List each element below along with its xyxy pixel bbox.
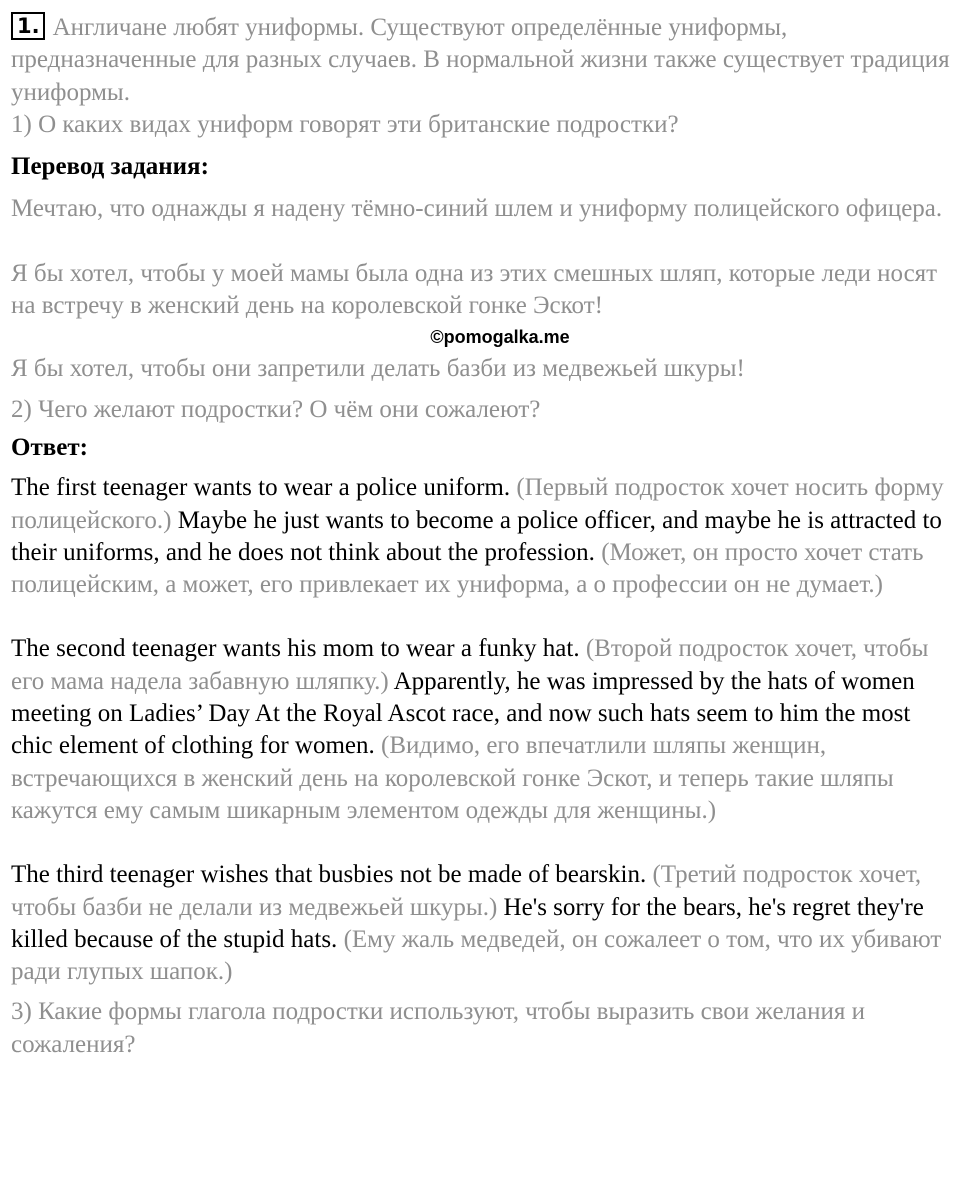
answer-3-english-b: He's sorry for the bears, he's regret they're killed because of the stupid hats. xyxy=(11,893,924,953)
answer-paragraph-1 xyxy=(11,472,953,601)
task-number-badge: 1. xyxy=(11,12,45,40)
answer-2-english-a: The second teenager wants his mom to wear a funky hat. xyxy=(11,635,580,663)
answer-2-russian-b: (Видимо, его впечатлили шляпы женщин, встречающихся в женский день на королевской гонке Эскот, и теперь такие шляпы кажутся ему самым шикарным элементом одежды для женщины.) xyxy=(11,732,894,824)
task-intro xyxy=(11,12,953,109)
answer-1-russian-b: (Может, он просто хочет стать полицейским, а может, его привлекает их униформа, а о профессии он не думает.) xyxy=(11,538,924,599)
answer-1-russian-a: (Первый подросток хочет носить форму полицейского.) xyxy=(11,474,944,534)
exercise-page xyxy=(11,0,953,1061)
translation-line-1: Мечтаю, что однажды я надену тёмно-синий шлем и униформу полицейского офицера. xyxy=(11,195,943,223)
answer-paragraph-2 xyxy=(11,633,953,827)
watermark-text: ©pomogalka.me xyxy=(430,327,570,348)
task-intro-text: Англичане любят униформы. Существуют определённые униформы, предназначенные для разных случаев. В нормальной жизни также существует традиция униформы. xyxy=(11,14,950,106)
translation-line-2: Я бы хотел, чтобы у моей мамы была одна из этих смешных шляп, которые леди носят на встречу в женский день на королевской гонке Эскот! xyxy=(11,259,938,320)
answer-3-english-a: The third teenager wishes that busbies not be made of bearskin. xyxy=(11,861,647,889)
answer-1-english-b: Maybe he just wants to become a police officer, and maybe he is attracted to their uniforms, and he does not think about the profession. xyxy=(11,506,942,566)
question-2: 2) Чего желают подростки? О чём они сожалеют? xyxy=(11,395,541,423)
answer-2-russian-a: (Второй подросток хочет, чтобы его мама надела забавную шляпку.) xyxy=(11,635,929,695)
translation-heading: Перевод задания: xyxy=(11,153,209,181)
answer-3-russian-a: (Третий подросток хочет, чтобы базби не делали из медвежьей шкуры.) xyxy=(11,861,922,921)
answer-heading: Ответ: xyxy=(11,433,88,461)
answer-1-english-a: The first teenager wants to wear a police uniform. xyxy=(11,474,511,502)
answer-2-english-b: Apparently, he was impressed by the hats of women meeting on Ladies’ Day At the Royal Ascot race, and now such hats seem to him the most chic element of clothing for women. xyxy=(11,667,915,760)
question-3: 3) Какие формы глагола подростки используют, чтобы выразить свои желания и сожаления? xyxy=(11,998,866,1058)
translation-line-3: Я бы хотел, чтобы они запретили делать базби из медвежьей шкуры! xyxy=(11,355,745,383)
answer-3-russian-b: (Ему жаль медведей, он сожалеет о том, что их убивают ради глупых шапок.) xyxy=(11,925,942,986)
answer-paragraph-3 xyxy=(11,859,953,988)
question-1: 1) О каких видах униформ говорят эти британские подростки? xyxy=(11,110,679,138)
